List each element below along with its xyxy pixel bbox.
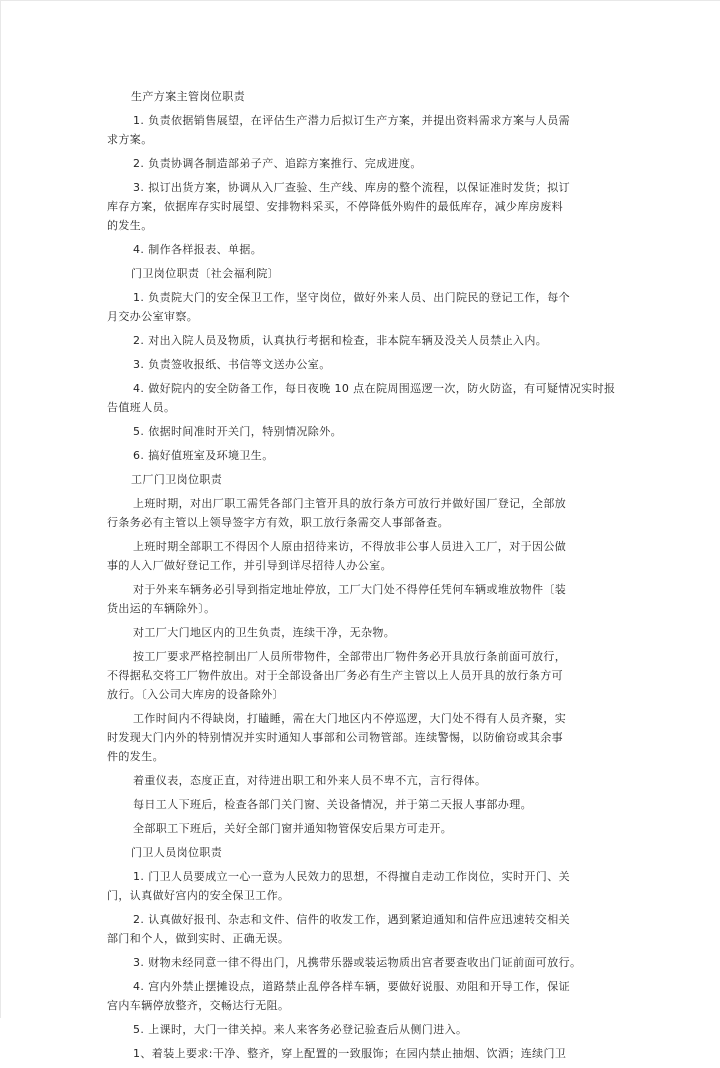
paragraph xyxy=(107,1044,567,1063)
paragraph-line: 4. 做好院内的安全防备工作，每日夜晚 10 点在院周围巡逻一次，防火防盗，有可疑情况实时报 xyxy=(133,382,616,395)
paragraph-line: 4. 制作各样报表、单据。 xyxy=(133,243,263,256)
paragraph-line: 行条务必有主管以上领导签字方有效，职工放行条需交人事部备查。 xyxy=(107,516,449,529)
paragraph-line: 事的人入厂做好登记工作，并引导到详尽招待人办公室。 xyxy=(107,559,392,572)
paragraph xyxy=(107,446,547,465)
paragraph-line: 库存方案，依据库存实时展望、安排物料采买，不停降低外购件的最低库存，减少库房废料 xyxy=(107,200,563,213)
paragraph xyxy=(107,819,547,838)
paragraph-line: 3. 财物未经同意一律不得出门，凡携带乐器或装运物质出宫者要查收出门证前面可放行。 xyxy=(133,956,582,969)
paragraph-line: 3. 负责签收报纸、书信等文送办公室。 xyxy=(133,358,331,371)
paragraph xyxy=(107,422,547,441)
paragraph xyxy=(107,910,570,948)
paragraph-line: 件的发生。 xyxy=(107,750,164,763)
paragraph-line: 按工厂要求严格控制出厂人员所带物件，全部带出厂物件务必开具放行条前面可放行， xyxy=(133,650,567,663)
paragraph xyxy=(107,355,547,374)
paragraph-line: 2. 认真做好报刊、杂志和文件、信件的收发工作，遇到紧迫通知和信件应迅速转交相关 xyxy=(133,913,570,926)
paragraph-line: 6. 搞好值班室及环境卫生。 xyxy=(133,449,274,462)
paragraph xyxy=(107,771,547,790)
paragraph-line: 货出运的车辆除外〕。 xyxy=(107,602,216,615)
paragraph-line: 放行。〔入公司大库房的设备除外〕 xyxy=(107,688,284,701)
paragraph xyxy=(107,288,570,326)
section-heading: 门卫岗位职责〔社会福利院〕 xyxy=(131,267,280,280)
paragraph xyxy=(107,178,570,235)
paragraph-line: 门，认真做好宫内的安全保卫工作。 xyxy=(107,889,290,902)
paragraph-line: 不得据私交将工厂物件放出。对于全部设备出厂务必有生产主管以上人员开具的放行条方可 xyxy=(107,669,563,682)
document-body xyxy=(107,87,616,1068)
paragraph-line: 宫内车辆停放整齐，交畅达行无阻。 xyxy=(107,999,290,1012)
paragraph xyxy=(107,154,547,173)
section-heading: 门卫人员岗位职责 xyxy=(131,846,223,859)
paragraph-line: 求方案。 xyxy=(107,133,153,146)
paragraph xyxy=(107,494,567,532)
paragraph xyxy=(107,647,567,704)
paragraph-line: 4. 宫内外禁止摆摊设点，道路禁止乱停各样车辆，要做好说服、劝阻和开导工作，保证 xyxy=(133,980,570,993)
paragraph-line: 对于外来车辆务必引导到指定地址停放，工厂大门处不得停任凭何车辆或堆放物件〔装 xyxy=(133,583,567,596)
paragraph-line: 时发现大门内外的特别情况并实时通知人事部和公司物管部。连续警惕，以防偷窃或其余事 xyxy=(107,731,563,744)
paragraph xyxy=(107,331,547,350)
section-heading: 工厂门卫岗位职责 xyxy=(131,473,223,486)
paragraph xyxy=(107,379,616,417)
paragraph-line: 1、着装上要求:干净、整齐，穿上配置的一致服饰；在园内禁止抽烟、饮酒；连续门卫 xyxy=(133,1047,567,1060)
paragraph xyxy=(107,953,582,972)
paragraph-line: 1. 负责依据销售展望，在评估生产潜力后拟订生产方案，并提出资料需求方案与人员需 xyxy=(133,114,570,127)
paragraph-line: 2. 负责协调各制造部弟子产、追踪方案推行、完成进度。 xyxy=(133,157,422,170)
paragraph-line: 工作时间内不得缺岗，打瞌睡，需在大门地区内不停巡逻，大门处不得有人员齐聚，实 xyxy=(133,712,567,725)
paragraph-line: 上班时期，对出厂职工需凭各部门主管开具的放行条方可放行并做好国厂登记，全部放 xyxy=(133,497,567,510)
paragraph-line: 每日工人下班后，检查各部门关门窗、关设备情况，并于第二天报人事部办理。 xyxy=(133,798,532,811)
paragraph-line: 对工厂大门地区内的卫生负责，连续干净，无杂物。 xyxy=(133,626,396,639)
paragraph xyxy=(107,1020,547,1039)
paragraph-line: 2. 对出入院人员及物质，认真执行考据和检查，非本院车辆及没关人员禁止入内。 xyxy=(133,334,548,347)
paragraph-line: 全部职工下班后，关好全部门窗并通知物管保安后果方可走开。 xyxy=(133,822,453,835)
paragraph-line: 5. 上课时，大门一律关掉。来人来客务必登记验查后从侧门进入。 xyxy=(133,1023,468,1036)
paragraph-line: 1. 负责院大门的安全保卫工作，坚守岗位，做好外来人员、出门院民的登记工作，每个 xyxy=(133,291,570,304)
paragraph xyxy=(107,709,567,766)
section-heading: 生产方案主管岗位职责 xyxy=(131,90,245,103)
paragraph-line: 1. 门卫人员要成立一心一意为人民效力的思想，不得擅自走动工作岗位，实时开门、关 xyxy=(133,870,570,883)
paragraph xyxy=(107,795,547,814)
paragraph-line: 月交办公室审察。 xyxy=(107,310,199,323)
paragraph xyxy=(107,537,567,575)
paragraph-line: 告值班人员。 xyxy=(107,401,176,414)
paragraph-line: 3. 拟订出货方案，协调从入厂查验、生产线、库房的整个流程，以保证准时发货；拟订 xyxy=(133,181,570,194)
paragraph-line: 的发生。 xyxy=(107,219,153,232)
paragraph xyxy=(107,867,570,905)
paragraph-line: 5. 依据时间准时开关门，特别情况除外。 xyxy=(133,425,342,438)
paragraph-line: 上班时期全部职工不得因个人原由招待来访，不得放非公事人员进入工厂，对于因公做 xyxy=(133,540,567,553)
paragraph xyxy=(107,580,567,618)
paragraph-line: 着重仪表，态度正直，对待进出职工和外来人员不卑不亢，言行得体。 xyxy=(133,774,487,787)
paragraph xyxy=(107,977,570,1015)
paragraph xyxy=(107,111,570,149)
paragraph-line: 部门和个人，做到实时、正确无误。 xyxy=(107,932,290,945)
paragraph xyxy=(107,623,547,642)
paragraph xyxy=(107,240,547,259)
